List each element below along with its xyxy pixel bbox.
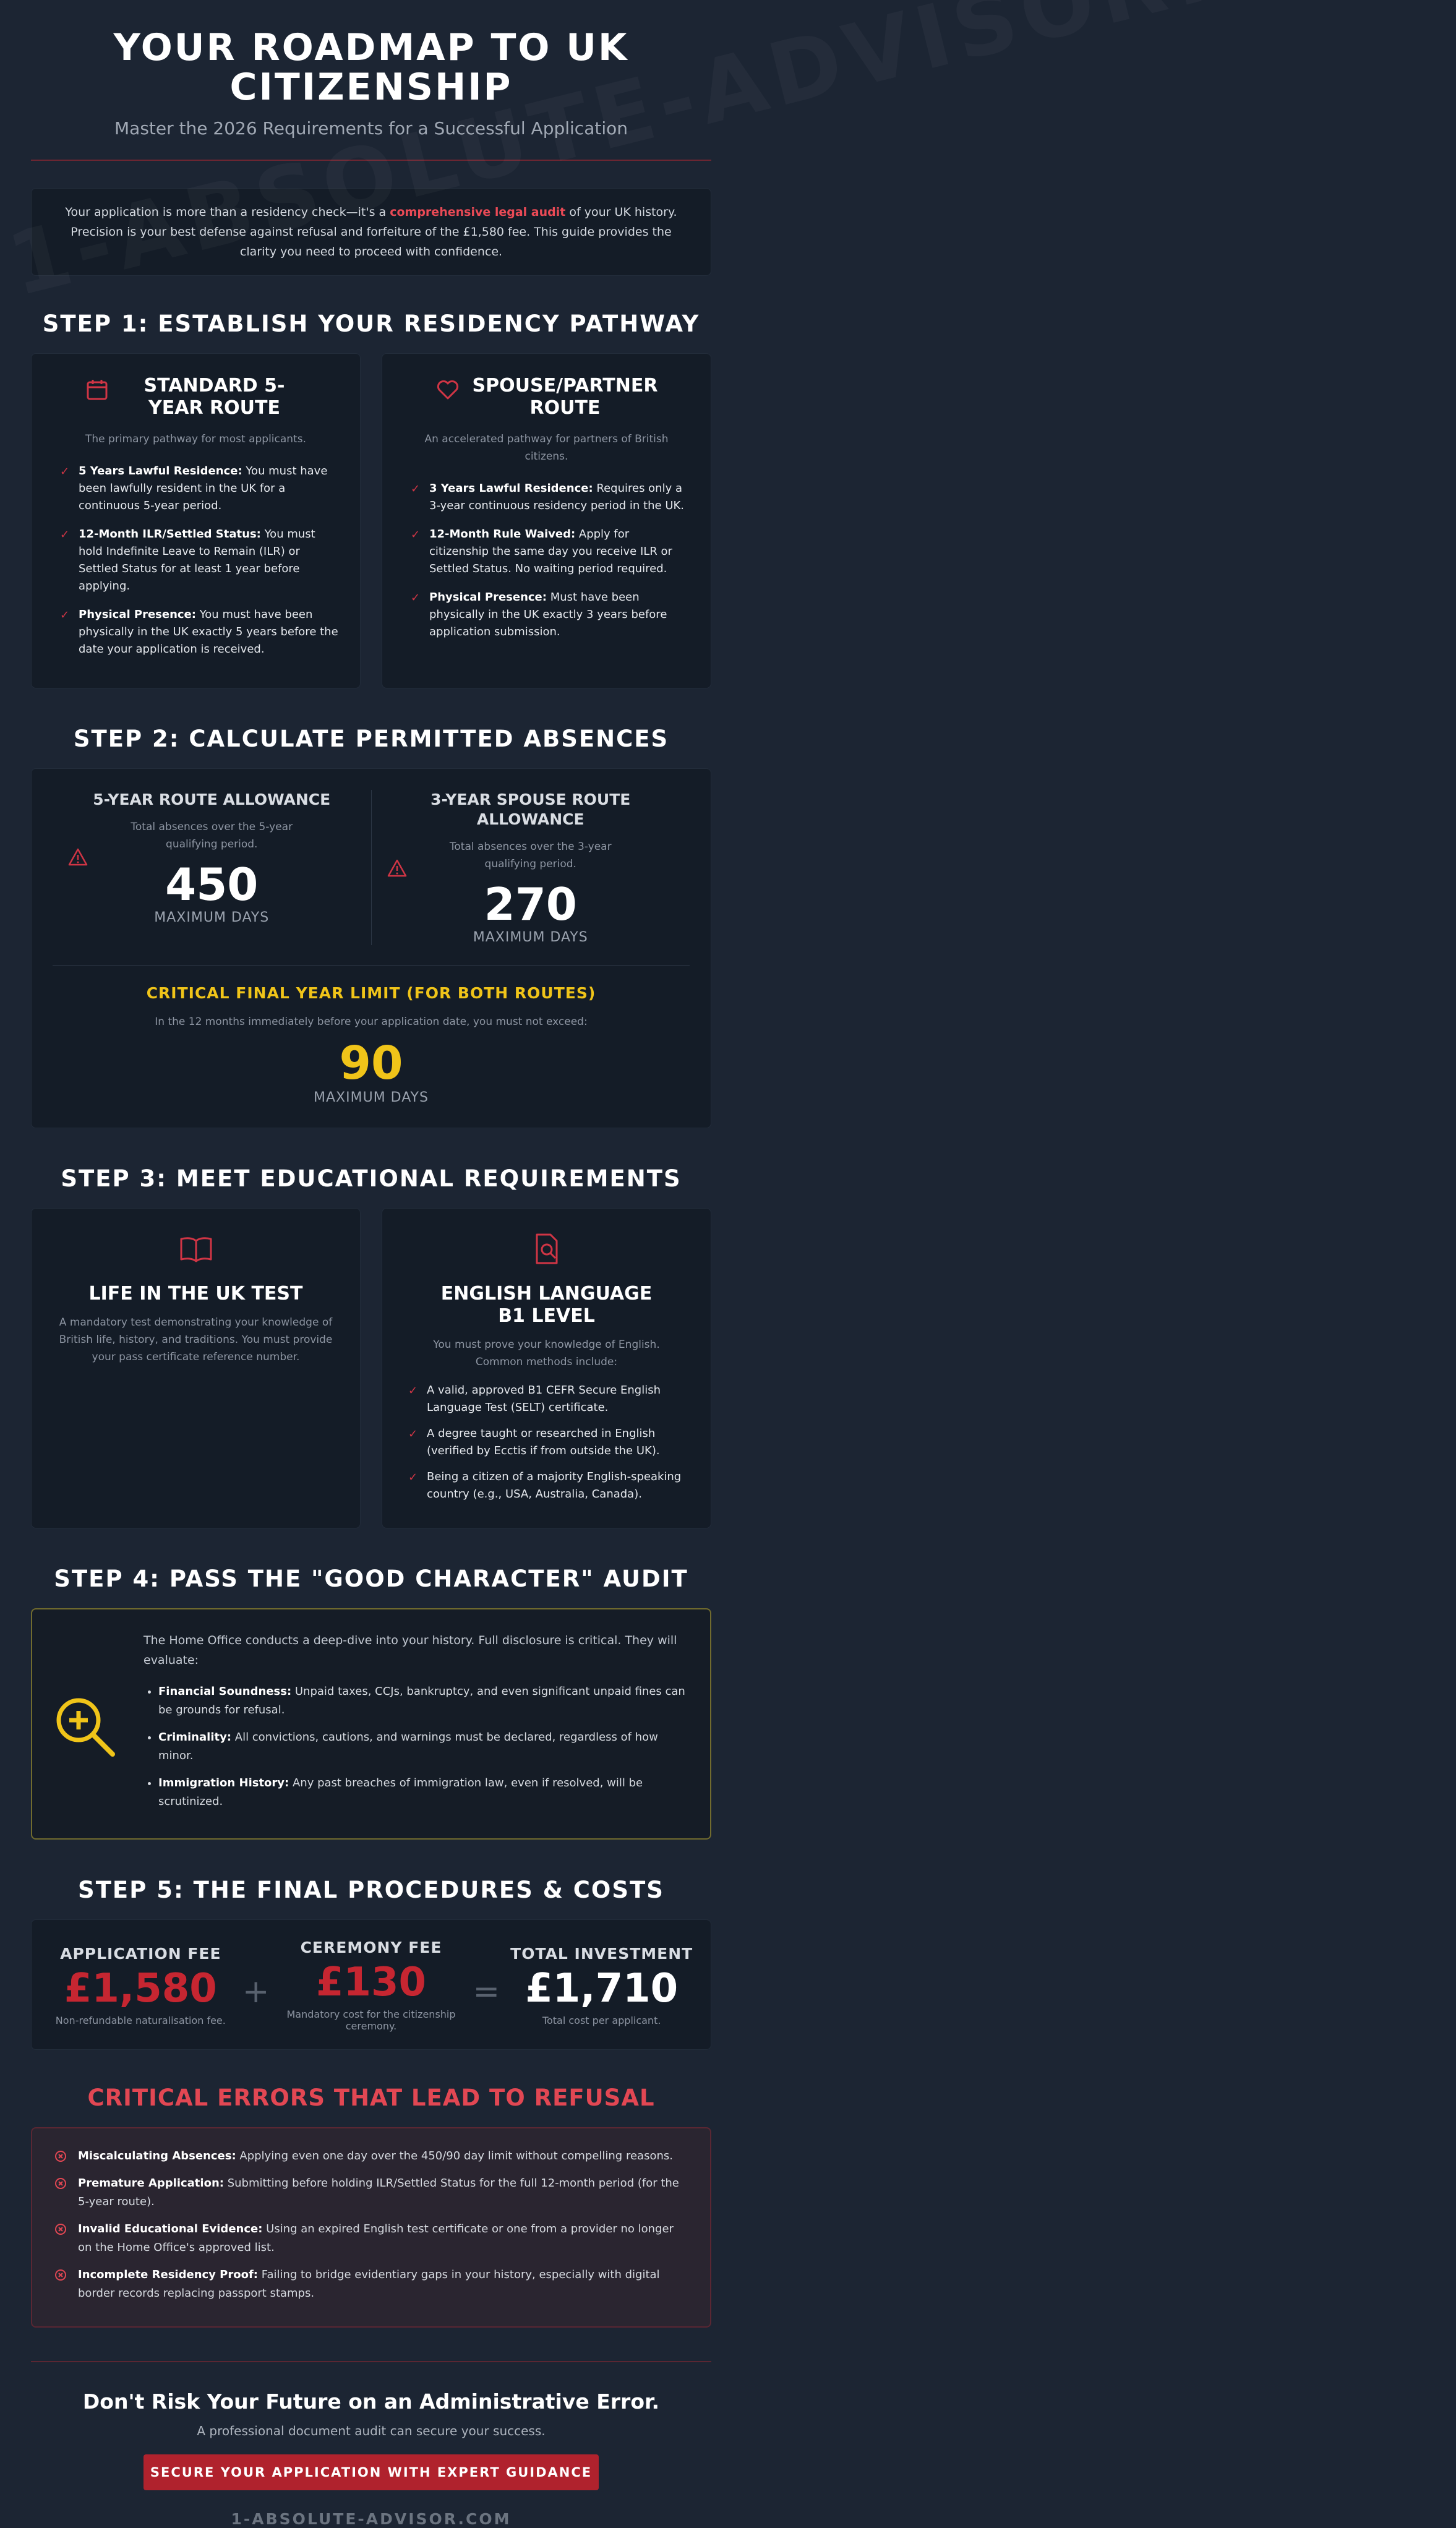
- list-item: ✓ 5 Years Lawful Residence: You must have been lawfully resident in the UK for a continuous 5-year period.: [60, 465, 328, 512]
- good-character-box: [31, 1608, 711, 1840]
- ceremony-fee: [275, 1939, 468, 2032]
- three-year-allowance: [371, 790, 690, 945]
- step2-title: STEP 2: CALCULATE PERMITTED ABSENCES: [73, 726, 669, 752]
- good-character-intro: The Home Office conducts a deep-dive into your history. Full disclosure is critical. They will evaluate:: [143, 1634, 677, 1667]
- fees-box: [31, 1919, 711, 2050]
- list-item: • Criminality: All convictions, cautions, and warnings must be declared, regardless of how minor.: [158, 1728, 687, 1765]
- allowance-value: 270: [484, 878, 577, 930]
- education-cards: [31, 1208, 711, 1528]
- check-icon: ✓: [408, 1384, 418, 1397]
- step5-title: STEP 5: THE FINAL PROCEDURES & COSTS: [78, 1877, 664, 1903]
- fee-desc: Mandatory cost for the citizenship ceremony.: [286, 2008, 456, 2032]
- intro-box: [31, 188, 711, 276]
- calendar-icon: [85, 377, 109, 402]
- spouse-route-title: SPOUSE/PARTNER ROUTE: [472, 375, 658, 419]
- total-investment: [505, 1945, 698, 2026]
- error-circle-icon: [54, 2150, 67, 2162]
- step3-title: STEP 3: MEET EDUCATIONAL REQUIREMENTS: [61, 1165, 682, 1192]
- life-in-uk-card: [31, 1208, 361, 1528]
- fee-value: £130: [315, 1960, 427, 2005]
- list-item: Premature Application: Submitting before holding ILR/Settled Status for the full 12-month period (for the 5-year route).: [51, 2174, 688, 2211]
- five-year-allowance: [53, 790, 371, 945]
- check-icon: ✓: [411, 482, 421, 495]
- allowance-title: 3-YEAR SPOUSE ROUTE ALLOWANCE: [430, 791, 631, 828]
- error-circle-icon: [54, 2269, 67, 2281]
- check-icon: ✓: [60, 609, 70, 622]
- spouse-route-list: [403, 480, 690, 641]
- intro-text: Your application is more than a residency check—it's a: [65, 205, 390, 219]
- plus-sign: +: [242, 1973, 270, 2010]
- document-search-icon: [528, 1231, 565, 1268]
- magnifier-plus-icon: [51, 1692, 119, 1760]
- allowance-value: 450: [165, 859, 259, 911]
- residency-routes: [31, 353, 711, 688]
- error-circle-icon: [54, 2177, 67, 2190]
- list-item: Invalid Educational Evidence: Using an expired English test certificate or one from a provider no longer on the Home Office's approved list.: [51, 2220, 688, 2257]
- english-language-title: ENGLISH LANGUAGE B1 LEVEL: [440, 1283, 653, 1327]
- errors-title: CRITICAL ERRORS THAT LEAD TO REFUSAL: [87, 2085, 655, 2111]
- list-item: ✓ A valid, approved B1 CEFR Secure English Language Test (SELT) certificate.: [408, 1384, 661, 1414]
- list-item: ✓ 3 Years Lawful Residence: Requires only a 3-year continuous residency period in the UK.: [411, 482, 685, 512]
- life-in-uk-desc: A mandatory test demonstrating your knowledge of British life, history, and traditions. You must provide your pass certificate reference number.: [59, 1316, 333, 1363]
- list-item: ✓ Physical Presence: Must have been physically in the UK exactly 3 years before application submission.: [411, 591, 667, 638]
- intro-text-end: of your UK history. Precision is your best defense against refusal and forfeiture of the £1,580 fee. This guide provides the clarity you need to proceed with confidence.: [71, 205, 677, 259]
- standard-route-list: [53, 463, 339, 658]
- standard-route-desc: The primary pathway for most applicants.: [85, 433, 306, 445]
- intro-highlight: comprehensive legal audit: [390, 205, 566, 219]
- list-item: • Financial Soundness: Unpaid taxes, CCJs, bankruptcy, and even significant unpaid fines can be grounds for refusal.: [158, 1682, 687, 1720]
- critical-limit-title: CRITICAL FINAL YEAR LIMIT (FOR BOTH ROUTES): [146, 984, 596, 1002]
- fee-desc: Non-refundable naturalisation fee.: [55, 2014, 226, 2026]
- list-item: ✓ 12-Month Rule Waived: Apply for citizenship the same day you receive ILR or Settled Status. No waiting period required.: [411, 528, 672, 575]
- step4-title: STEP 4: PASS THE "GOOD CHARACTER" AUDIT: [54, 1566, 688, 1592]
- life-in-uk-title: LIFE IN THE UK TEST: [88, 1283, 303, 1305]
- english-methods-list: [401, 1382, 692, 1503]
- heart-icon: [435, 377, 460, 402]
- equals-sign: =: [473, 1973, 500, 2010]
- page-subtitle: Master the 2026 Requirements for a Successful Application: [114, 118, 628, 139]
- check-icon: ✓: [60, 528, 70, 541]
- page-title: YOUR ROADMAP TO UK CITIZENSHIP: [113, 26, 629, 109]
- standard-route-title: STANDARD 5-YEAR ROUTE: [143, 375, 285, 419]
- list-item: ✓ Being a citizen of a majority English-speaking country (e.g., USA, Australia, Canada).: [408, 1470, 682, 1501]
- list-item: Miscalculating Absences: Applying even one day over the 450/90 day limit without compelling reasons.: [51, 2147, 688, 2166]
- check-icon: ✓: [411, 528, 421, 541]
- english-language-card: [382, 1208, 711, 1528]
- allowance-desc: Total absences over the 5-year qualifying period.: [131, 821, 293, 851]
- english-language-desc: You must prove your knowledge of English. Common methods include:: [433, 1339, 660, 1368]
- error-circle-icon: [54, 2223, 67, 2235]
- critical-limit-desc: In the 12 months immediately before your application date, you must not exceed:: [155, 1016, 588, 1028]
- absences-box: [31, 768, 711, 1128]
- list-item: ✓ Physical Presence: You must have been physically in the UK exactly 5 years before the date your application is received.: [60, 608, 338, 656]
- check-icon: ✓: [408, 1428, 418, 1441]
- standard-route-card: [31, 353, 361, 688]
- divider: [31, 2361, 711, 2362]
- list-item: ✓ A degree taught or researched in English (verified by Ecctis if from outside the UK).: [408, 1427, 660, 1457]
- footer-title: Don't Risk Your Future on an Administrative Error.: [82, 2389, 660, 2414]
- good-character-list: [143, 1682, 687, 1811]
- spouse-route-desc: An accelerated pathway for partners of British citizens.: [424, 433, 669, 463]
- critical-limit-value: 90: [339, 1037, 403, 1090]
- list-item: • Immigration History: Any past breaches of immigration law, even if resolved, will be scrutinized.: [158, 1774, 687, 1811]
- list-item: ✓ 12-Month ILR/Settled Status: You must hold Indefinite Leave to Remain (ILR) or Settled Status for at least 1 year before applying.: [60, 528, 315, 593]
- fee-value: £1,710: [525, 1965, 679, 2012]
- book-icon: [178, 1231, 215, 1268]
- divider: [53, 965, 690, 966]
- footer-subtitle: A professional document audit can secure your success.: [197, 2423, 546, 2438]
- allowance-desc: Total absences over the 3-year qualifying period.: [449, 841, 612, 870]
- spouse-route-card: [382, 353, 711, 688]
- fee-desc: Total cost per applicant.: [542, 2014, 661, 2026]
- fee-value: £1,580: [64, 1965, 217, 2012]
- critical-limit-unit: MAXIMUM DAYS: [314, 1090, 429, 1105]
- check-icon: ✓: [408, 1471, 418, 1484]
- fee-title: CEREMONY FEE: [300, 1939, 442, 1956]
- errors-box: [31, 2127, 711, 2328]
- allowance-unit: MAXIMUM DAYS: [473, 930, 588, 945]
- application-fee: [44, 1945, 238, 2026]
- allowance-unit: MAXIMUM DAYS: [154, 910, 270, 925]
- fee-title: APPLICATION FEE: [60, 1944, 221, 1963]
- divider: [31, 160, 711, 161]
- check-icon: ✓: [60, 465, 70, 478]
- warning-icon: [67, 847, 88, 868]
- secure-application-button[interactable]: SECURE YOUR APPLICATION WITH EXPERT GUIDANCE: [143, 2454, 599, 2490]
- allowance-title: 5-YEAR ROUTE ALLOWANCE: [93, 791, 331, 808]
- errors-list: [51, 2147, 688, 2303]
- warning-icon: [387, 858, 408, 879]
- fee-title: TOTAL INVESTMENT: [510, 1944, 693, 1963]
- check-icon: ✓: [411, 591, 421, 604]
- brand-link[interactable]: 1-ABSOLUTE-ADVISOR.COM: [231, 2510, 512, 2528]
- list-item: Incomplete Residency Proof: Failing to bridge evidentiary gaps in your history, especially with digital border records replacing passport stamps.: [51, 2266, 688, 2303]
- step1-title: STEP 1: ESTABLISH YOUR RESIDENCY PATHWAY: [42, 311, 700, 337]
